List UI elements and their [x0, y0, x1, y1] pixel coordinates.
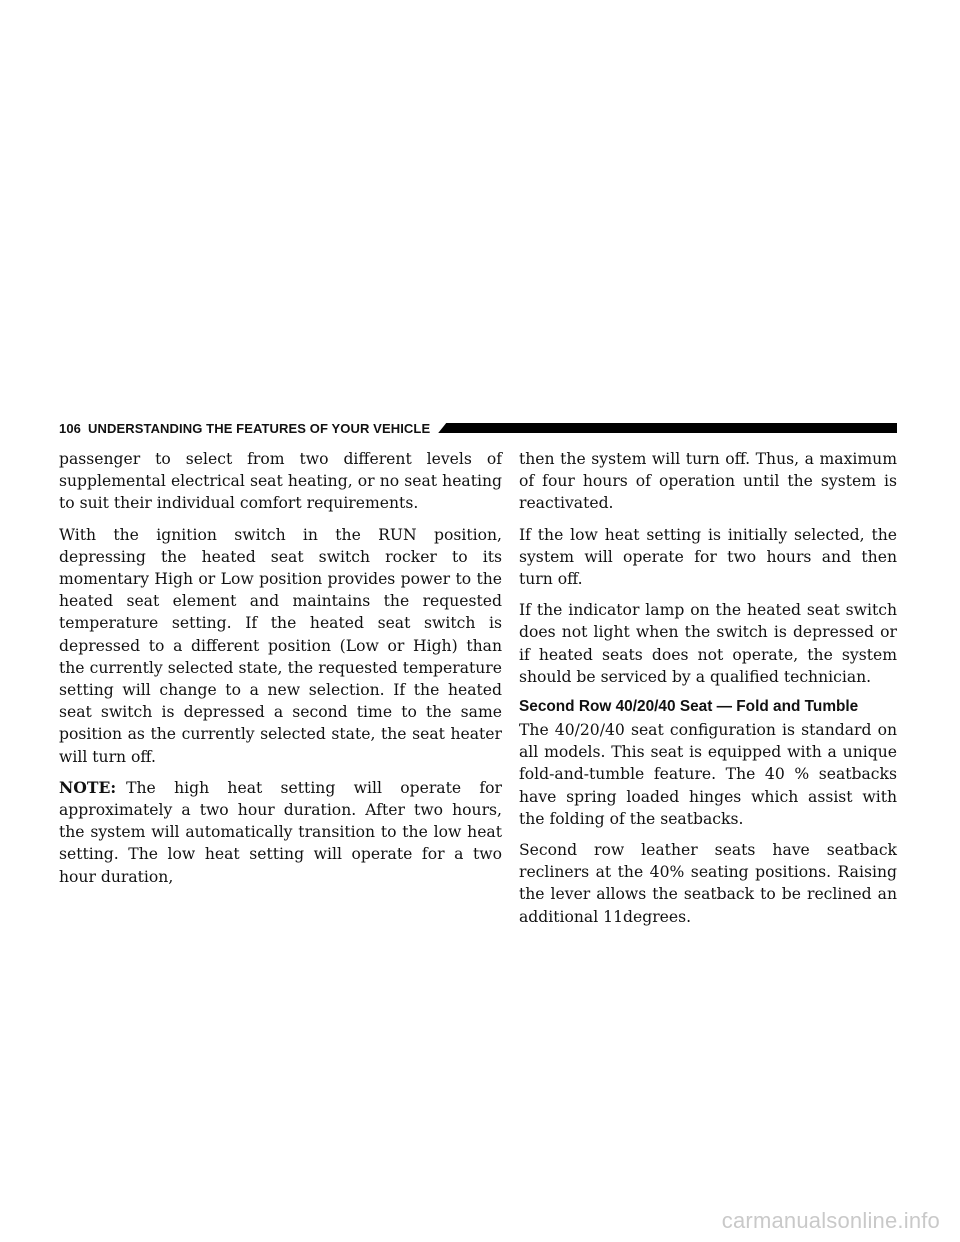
right-column: [519, 448, 897, 937]
note-label: NOTE:: [59, 777, 117, 797]
paragraph: Second row leather seats have seatback recliners at the 40% seating positions. Raising the lever allows the seatback to be reclined an additional 11degrees.: [519, 841, 897, 926]
paragraph: The 40/20/40 seat configuration is standard on all models. This seat is equipped with a unique fold-and-tumble feature. The 40 % seatbacks have spring loaded hinges which assist with the folding of the seatbacks.: [519, 721, 897, 828]
header-rule: [438, 423, 897, 433]
watermark: carmanualsonline.info: [721, 1208, 940, 1233]
paragraph: passenger to select from two different levels of supplemental electrical seat heating, or no seat heating to suit their individual comfort requirements.: [59, 450, 502, 513]
paragraph: then the system will turn off. Thus, a maximum of four hours of operation until the system is reactivated.: [519, 450, 897, 513]
note-paragraph: [59, 777, 502, 888]
section-heading: Second Row 40/20/40 Seat — Fold and Tumble: [519, 698, 859, 716]
page-header: [59, 419, 897, 437]
paragraph: With the ignition switch in the RUN position, depressing the heated seat switch rocker to its momentary High or Low position provides power to the heated seat element and maintains the requested temperature setting. If the heated seat switch is depressed to a different position (Low or High) than the currently selected state, the requested temperature setting will change to a new selection. If the heated seat switch is depressed a second time to the same position as the currently selected state, the seat heater will turn off.: [59, 525, 502, 766]
note-text: The high heat setting will operate for approximately a two hour duration. After two hours, the system will automatically transition to the low heat setting. The low heat setting will operate for a two hour duration,: [59, 778, 502, 886]
paragraph: If the low heat setting is initially selected, the system will operate for two hours and then turn off.: [519, 525, 897, 589]
chapter-title: UNDERSTANDING THE FEATURES OF YOUR VEHICLE: [88, 420, 431, 436]
paragraph: If the indicator lamp on the heated seat switch does not light when the switch is depressed or if heated seats does not operate, the system should be serviced by a qualified technician.: [519, 601, 897, 686]
page-number: 106: [59, 420, 81, 436]
left-column: [59, 448, 502, 897]
